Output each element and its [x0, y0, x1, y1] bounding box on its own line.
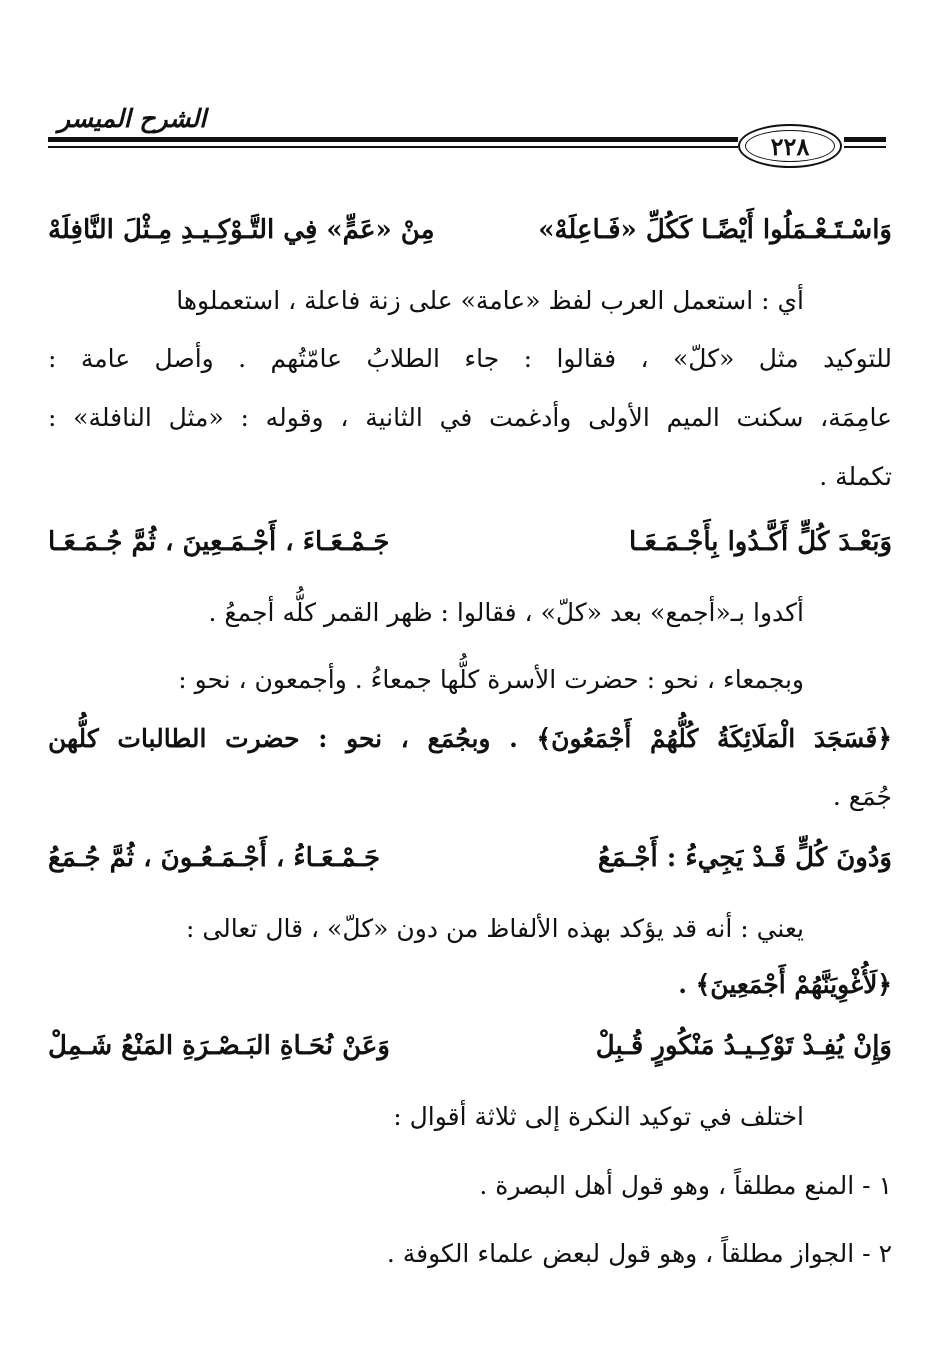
header-rule-thick	[48, 137, 738, 142]
prose-line: يعني : أنه قد يؤكد بهذه الألفاظ من دون «كلّ» ، قال تعالى :	[185, 914, 804, 943]
list-item: ١ - المنع مطلقاً ، وهو قول أهل البصرة .	[479, 1171, 892, 1200]
verse-hemistich-right: وَاسْـتَـعْـمَلُوا أَيْضًـا كَكُلِّ «فَـاعِلَهْ»	[538, 215, 892, 245]
prose-line: للتوكيد مثل «كلّ» ، فقالوا : جاء الطلابُ عامّتُهم . وأصل عامة :	[48, 344, 892, 373]
verse-line	[48, 1026, 892, 1066]
header-rule-thick-right	[844, 137, 886, 142]
prose-line: جُمَع .	[832, 782, 892, 811]
verse-hemistich-left: وَعَنْ نُحَـاةِ البَـصْـرَةِ المَنْعُ شَـمِلْ	[48, 1031, 390, 1061]
page-number-frame	[738, 124, 842, 168]
prose-line-quran: ﴿فَسَجَدَ الْمَلَائِكَةُ كُلُّهُمْ أَجْمَعُونَ﴾ . وبجُمَع ، نحو : حضرت الطالبات كلُّهن	[48, 724, 892, 753]
prose-line: وبجمعاء ، نحو : حضرت الأسرة كلُّها جمعاءُ . وأجمعون ، نحو :	[178, 665, 804, 694]
running-title: الشرح الميسر	[58, 104, 207, 133]
verse-hemistich-left: مِنْ «عَمٍّ» فِي التَّـوْكِـيـدِ مِـثْلَ النَّافِلَهْ	[48, 215, 435, 245]
verse-line	[48, 838, 892, 878]
verse-hemistich-left: جَـمْـعَـاءَ ، أَجْـمَـعِينَ ، ثُمَّ جُـمَـعَـا	[48, 527, 390, 557]
prose-line: أي : استعمل العرب لفظ «عامة» على زنة فاعلة ، استعملوها	[176, 286, 804, 315]
verse-hemistich-right: وَبَعْـدَ كُلٍّ أَكَّـدُوا بِأَجْـمَـعَـا	[628, 527, 892, 557]
prose-line: أكدوا بـ«أجمع» بعد «كلّ» ، فقالوا : ظهر القمر كلُّه أجمعُ .	[208, 598, 804, 627]
prose-line: تكملة .	[819, 462, 892, 491]
verse-line	[48, 522, 892, 562]
verse-hemistich-left: جَـمْـعَـاءُ ، أَجْـمَـعُـونَ ، ثُمَّ جُـمَعُ	[48, 843, 381, 873]
verse-hemistich-right: وَإِنْ يُفِـدْ تَوْكِـيـدُ مَنْكُورٍ قُـبِلْ	[595, 1031, 892, 1061]
prose-line: عامِمَة، سكنت الميم الأولى وأدغمت في الثانية ، وقوله : «مثل النافلة» :	[48, 403, 892, 432]
page-number: ٢٢٨	[770, 131, 810, 161]
verse-line	[48, 210, 892, 250]
prose-line: اختلف في توكيد النكرة إلى ثلاثة أقوال :	[393, 1102, 804, 1131]
header-rule-thin-right	[844, 146, 886, 148]
prose-line-quran: ﴿لَأُغْوِيَنَّهُمْ أَجْمَعِينَ﴾ .	[678, 970, 892, 999]
verse-hemistich-right: وَدُونَ كُلٍّ قَـدْ يَجِيءُ : أَجْـمَعُ	[597, 843, 892, 873]
header-rule-thin	[48, 146, 738, 148]
list-item: ٢ - الجواز مطلقاً ، وهو قول لبعض علماء الكوفة .	[386, 1239, 892, 1268]
